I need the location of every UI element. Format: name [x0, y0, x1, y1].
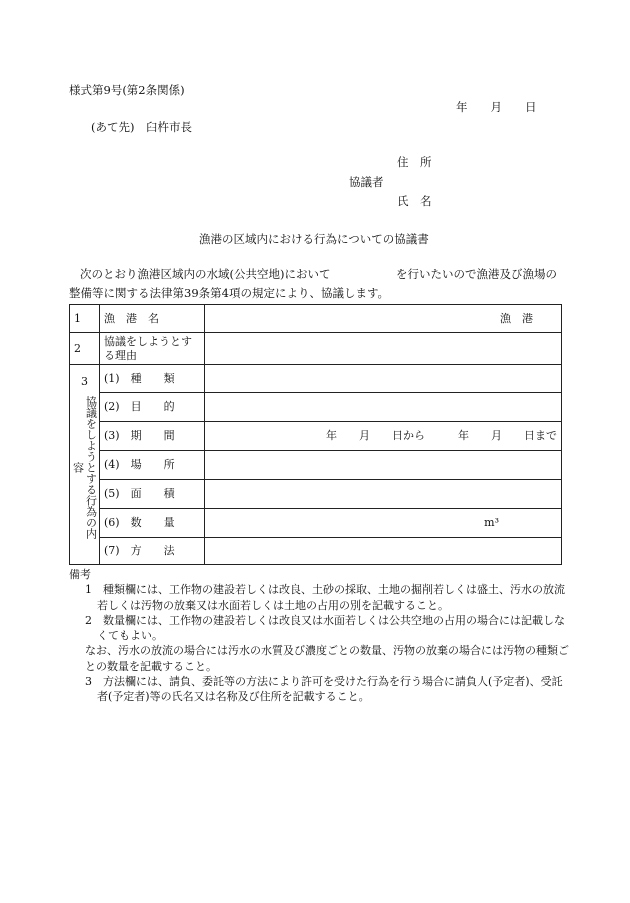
field-label-place: (4) 場 所	[100, 451, 205, 480]
field-value-period[interactable]	[205, 422, 562, 451]
field-value-reason[interactable]	[205, 333, 562, 365]
port-suffix: 漁 港	[500, 311, 533, 325]
table-row-item	[70, 393, 562, 422]
field-label-method: (7) 方 法	[100, 538, 205, 565]
note-item: 3 方法欄には、請負、委託等の方法により許可を受けた行為を行う場合に請負人(予定者)、受託者(予定者)等の氏名又は名称及び住所を記載すること。	[85, 675, 563, 704]
table-row-reason	[70, 333, 562, 365]
note-item: 2 数量欄には、工作物の建設若しくは改良又は水面若しくは公共空地の占用の場合には記載しなくてもよい。	[85, 613, 565, 643]
field-label-reason: 協議をしようとする理由	[100, 333, 205, 365]
field-value-purpose[interactable]	[205, 393, 562, 422]
field-label-area: (5) 面 積	[100, 480, 205, 509]
intro-text-part1: 次のとおり漁港区域内の水域(公共空地)において	[80, 267, 331, 281]
document-title: 漁港の区域内における行為についての協議書	[199, 232, 429, 246]
field-value-type[interactable]	[205, 365, 562, 393]
row-number: 1	[70, 305, 100, 333]
note-item: 1 種類欄には、工作物の建設若しくは改良、土砂の採取、土地の掘削若しくは盛土、汚水の放流若しくは汚物の放棄又は水面若しくは土地の占用の別を記載すること。	[85, 583, 565, 612]
note-item: なお、汚水の放流の場合には汚水の水質及び濃度ごとの数量、汚物の放棄の場合には汚物の種類ごとの数量を記載すること。	[85, 644, 569, 673]
group-cell	[70, 365, 100, 565]
table-row-item	[70, 480, 562, 509]
field-label-purpose: (2) 目 的	[100, 393, 205, 422]
field-label-quantity: (6) 数 量	[100, 509, 205, 538]
consultation-table	[69, 304, 562, 565]
addressee: (あて先) 臼杵市長	[91, 120, 192, 134]
group-vertical-label: 協議をしようとする行為の内容	[71, 396, 98, 540]
field-value-place[interactable]	[205, 451, 562, 480]
notes-section	[69, 567, 569, 705]
field-label-period: (3) 期 間	[100, 422, 205, 451]
field-label-type: (1) 種 類	[100, 365, 205, 393]
notes-heading: 備考	[69, 568, 91, 581]
period-date-range: 年 月 日から 年 月 日まで	[326, 429, 557, 443]
cubic-meter-unit: m³	[484, 516, 499, 530]
date-line: 年 月 日	[456, 100, 537, 114]
table-row-item	[70, 365, 562, 393]
applicant-role-label: 協議者	[349, 175, 384, 189]
field-label-port-name: 漁 港 名	[100, 305, 205, 333]
table-row-port-name	[70, 305, 562, 333]
row-number: 2	[70, 333, 100, 365]
table-row-item	[70, 422, 562, 451]
address-label: 住 所	[397, 155, 432, 169]
table-row-item	[70, 538, 562, 565]
intro-text-part2: を行いたいので漁港及び漁場の	[396, 267, 557, 281]
form-number: 様式第9号(第2条関係)	[69, 83, 185, 97]
field-value-area[interactable]	[205, 480, 562, 509]
name-label: 氏 名	[397, 194, 432, 208]
intro-text-line2: 整備等に関する法律第39条第4項の規定により、協議します。	[69, 286, 390, 300]
field-value-method[interactable]	[205, 538, 562, 565]
group-number: 3	[81, 375, 88, 388]
table-row-item	[70, 451, 562, 480]
field-value-quantity[interactable]	[205, 509, 562, 538]
field-value-port-name[interactable]	[205, 305, 562, 333]
table-row-item	[70, 509, 562, 538]
